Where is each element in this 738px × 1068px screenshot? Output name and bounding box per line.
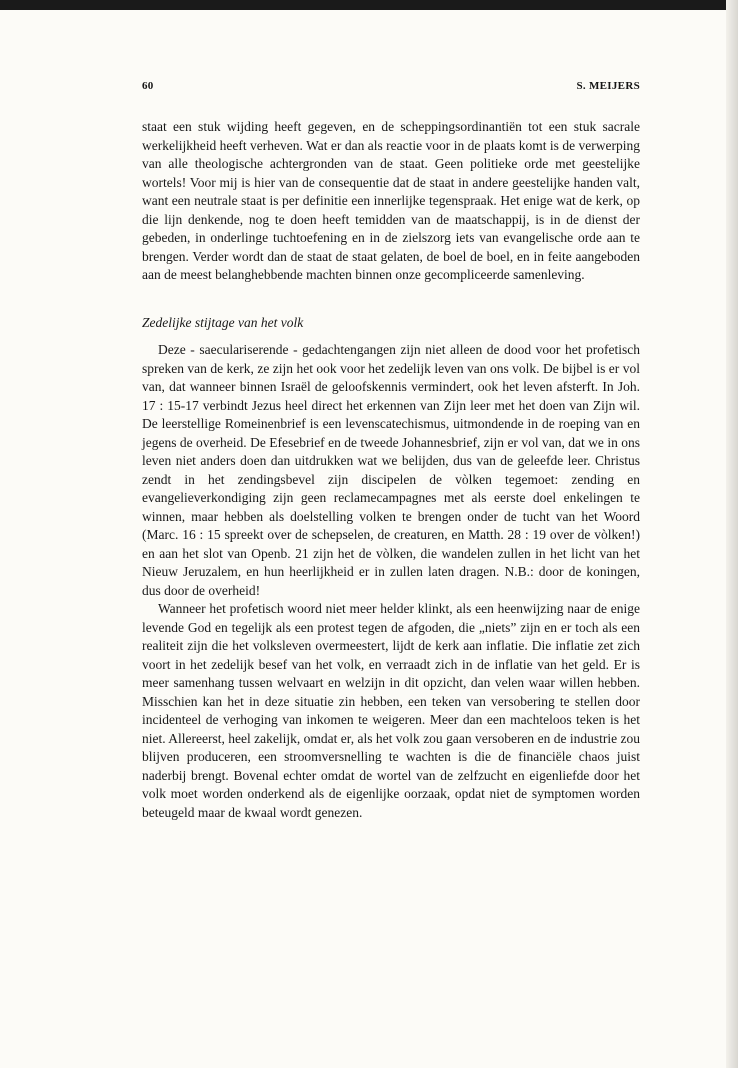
scan-top-edge [0,0,738,10]
running-head [142,78,640,100]
paragraph-2: Wanneer het profetisch woord niet meer helder klinkt, als een heenwijzing naar de enige levende God en tegelijk als een protest tegen de afgoden, die „niets” zijn en er toch als een realiteit zijn die het volksleven overmeestert, lijdt de kerk aan inflatie. Die inflatie zet zich voort in het zedelijk besef van het volk, en verraadt zich in de inflatie van het geld. Er is meer samenhang tussen welvaart en welzijn in dit opzicht, dan velen waar willen hebben. Misschien kan het in deze situatie zin hebben, een teken van versobering te stellen door incidenteel de verhoging van inkomen te weigeren. Meer dan een machteloos teken is het niet. Allereerst, heel zakelijk, omdat er, als het volk zou gaan versoberen en de industrie zou blijven produceren, een stroomversnelling te wachten is die de financiële chaos juist naderbij brengt. Bovenal echter omdat de wortel van de zelfzucht en eigenliefde door het volk moet worden onderkend als de eigenlijke oorzaak, opdat niet de symptomen worden beteugeld maar de kwaal wordt genezen. [142,601,640,820]
paragraph-1: Deze - saeculariserende - gedachtengangen zijn niet alleen de dood voor het profetisch spreken van de kerk, ze zijn het ook voor het zedelijk leven van ons volk. De bijbel is er vol van, dat wanneer binnen Israël de geloofskennis vermindert, ook het leven afsterft. In Joh. 17 : 15-17 verbindt Jezus heel direct het erkennen van Zijn leer met het doen van Zijn wil. De leerstellige Romeinenbrief is een levenscatechismus, uitmondende in de roeping van en jegens de overheid. De Efesebrief en de tweede Johannesbrief, zijn er vol van, dat we in ons leven niet anders doen dan uitdrukken wat we belijden, dus van de geleefde leer. Christus zendt in het zendingsbevel zijn discipelen de vòlken tegemoet: zending en evangelieverkondiging zijn geen reclamecampagnes met als eerste doel enkelingen te winnen, maar hebben als doelstelling volken te brengen onder de tucht van het Woord (Marc. 16 : 15 spreekt over de schepselen, de creaturen, en Matth. 28 : 19 over de vòlken!) en aan het slot van Openb. 21 zijn het de vòlken, die wandelen zullen in het licht van het Nieuw Jeruzalem, en hun heerlijkheid er in zullen laten dragen. N.B.: door de koningen, dus door de overheid! [142,342,640,598]
section-heading: Zedelijke stijtage van het volk [142,314,304,330]
scan-right-edge-shadow [726,0,738,1068]
author-name: S. MEIJERS [576,80,640,92]
body-text [142,118,640,822]
book-page [142,78,640,1038]
page-number: 60 [142,80,154,92]
paragraph-intro: staat een stuk wijding heeft gegeven, en de scheppingsordinantiën tot een stuk sacrale werkelijkheid heeft verheven. Wat er dan als reactie voor in de plaats komt is de verwerping van alle theologische achtergronden van de staat. Geen politieke orde met geestelijke wortels! Voor mij is hier van de consequentie dat de staat in andere geestelijke handen valt, want een neutrale staat is per definitie een innerlijke tegenspraak. Het enige wat de kerk, op die lijn denkende, nog te doen heeft temidden van de maatschappij, is in de dienst der gebeden, in onderlinge tuchtoefening en in de zielszorg iets van evangelische orde aan te brengen. Verder wordt dan de staat de staat gelaten, de boel de boel, en in feite aangeboden aan de meest belanghebbende machten binnen onze gecompliceerde samenleving. [142,119,640,282]
